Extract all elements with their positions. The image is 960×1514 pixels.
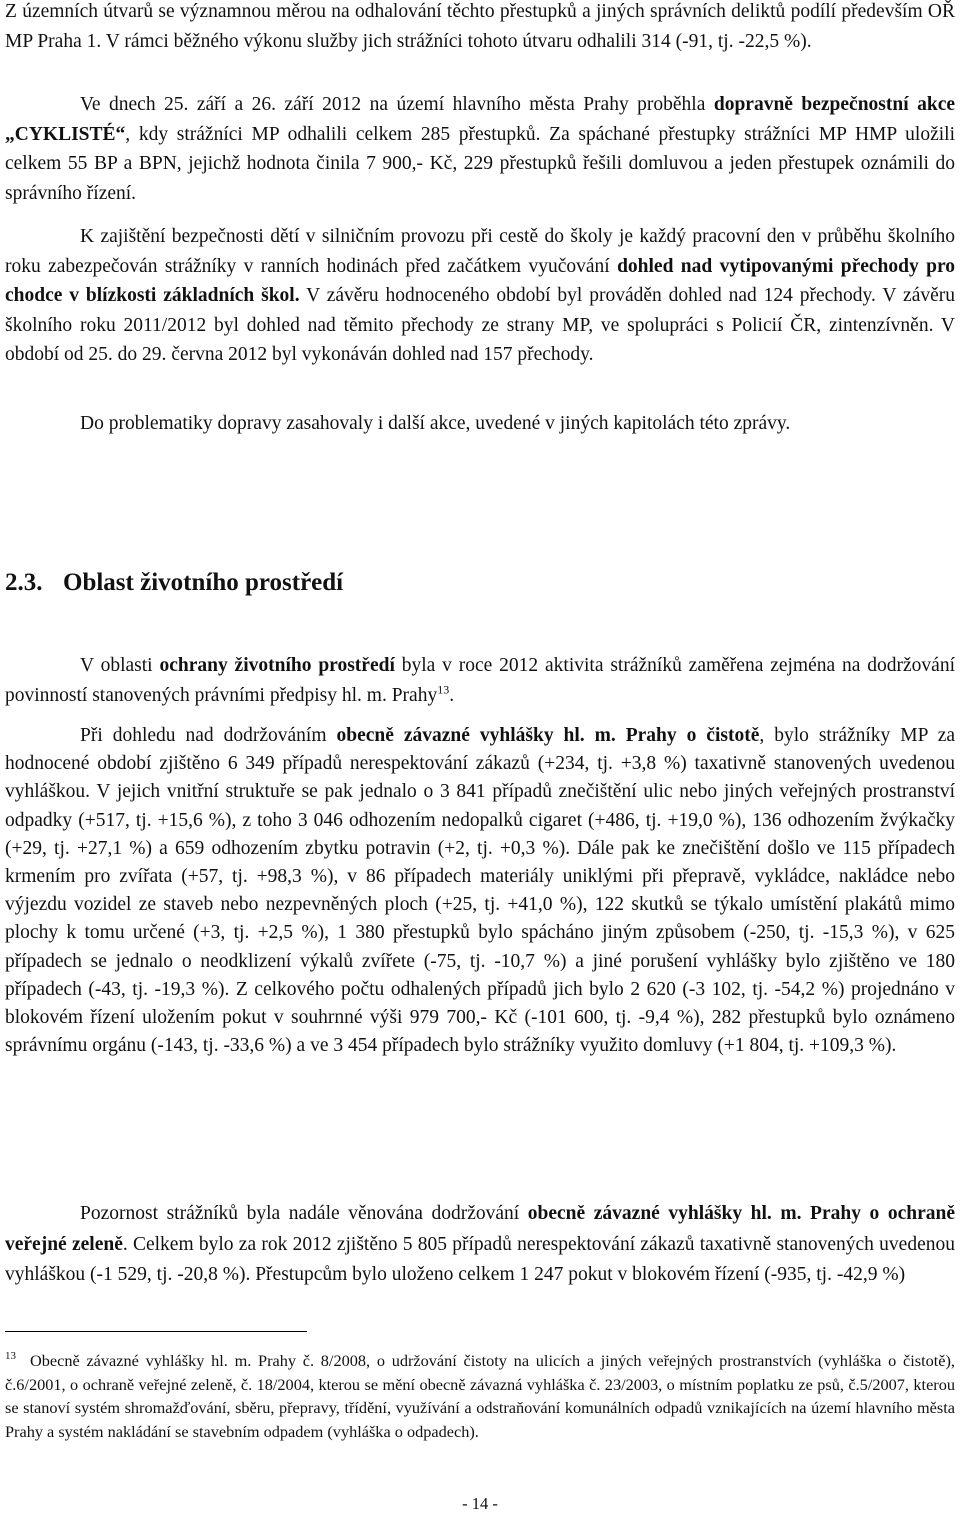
paragraph-cleanliness-ordinance [5,722,955,1060]
text-run: , kdy strážníci MP odhalili celkem 285 přestupků. Za spáchané přestupky strážníci MP HMP uložili celkem 55 BP a BPN, jejichž hodnota činila 7 900,- Kč, 229 přestupků řešili domluvou a jeden přestupek oznámili do správního řízení. [5,123,955,204]
footnote-reference: 13 [437,682,450,697]
text-run: Pozornost strážníků byla nadále věnována dodržování [80,1203,528,1224]
bold-text: dohled nad vytipovanými přechody pro chodce v blízkosti základních škol. [5,255,955,307]
paragraph-environment-intro [5,651,955,710]
paragraph-school-crossings [5,222,955,370]
text-run: . Celkem bylo za rok 2012 zjištěno 5 805 případů nerespektování zákazů taxativně stanovených uvedenou vyhláškou (-1 529, tj. -20,8 %). Přestupcům bylo uloženo celkem 1 247 pokut v blokovém řízení (-935, tj. -42,9 %) [5,1233,955,1285]
paragraph-cyclists-action [5,90,955,208]
text-run: V závěru hodnoceného období byl prováděn dohled nad 124 přechody. V závěru školního roku 2011/2012 byl dohled nad těmito přechody ze strany MP, ve spolupráci s Policií ČR, zintenzívněn. V období od 25. do 29. června 2012 byl vykonáván dohled nad 157 přechody. [5,285,955,366]
text-run: Při dohledu nad dodržováním [80,725,337,746]
paragraph-other-actions: Do problematiky dopravy zasahovaly i další akce, uvedené v jiných kapitolách této zprávy. [80,413,791,434]
bold-text: dopravně bezpečnostní akce „CYKLISTÉ“ [5,94,956,145]
footnote-separator [5,1331,307,1332]
section-number: 2.3. [5,569,43,596]
text-run: . [449,684,455,706]
bold-text: obecně závazné vyhlášky hl. m. Prahy o ochraně veřejné zeleně [5,1203,955,1255]
bold-text: obecně závazné vyhlášky hl. m. Prahy o čistotě [336,725,760,746]
text-run: byla v roce 2012 aktivita strážníků zaměřena zejména na dodržování povinností stanovených právními předpisy hl. m. Prahy [5,655,955,706]
bold-text: ochrany životního prostředí [159,655,395,676]
text-run: , bylo strážníky MP za hodnocené období zjištěno 6 349 případů nerespektování zákazů (+234, tj. +3,8 %) taxativně stanovených uvedenou vyhláškou. V jejich vnitřní struktuře se pak jednalo o 3 841 případů znečištění ulic nebo jiných veřejných prostranství odpadky (+517, tj. +15,6 %), z toho 3 046 odhozením nedopalků cigaret (+486, tj. +19,0 %), 136 odhozením žvýkačky (+29, tj. +27,1 %) a 659 odhozením zbytku potravin (+2, tj. +0,3 %). Dále pak ke znečištění došlo ve 115 případech krmením pro zvířata (+57, tj. +98,3 %), v 86 případech materiály uniklými při přepravě, vykládce, nakládce nebo výjezdu vozidel ze staveb nebo nezpevněných ploch (+25, tj. +41,0 %), 122 skutků se týkalo umístění plakátů mimo plochy k tomu určené (+3, tj. +2,5 %), 1 380 přestupků bylo spácháno jiným způsobem (-250, tj. -15,3 %), v 625 případech se jednalo o neodklizení výkalů zvířete (-75, tj. -10,7 %) a jiné porušení vyhlášky bylo zjištěno ve 180 případech (-43, tj. -19,3 %). Z celkového počtu odhalených případů jich bylo 2 620 (-3 102, tj. -54,2 %) projednáno v blokovém řízení uložením pokut v souhrnné výši 979 700,- Kč (-101 600, tj. -9,4 %), 282 přestupků bylo oznámeno správnímu orgánu (-143, tj. -33,6 %) a ve 3 454 případech bylo strážníky využito domluvy (+1 804, tj. +109,3 %). [5,725,955,1057]
section-title: Oblast životního prostředí [63,569,344,596]
text-run: Ve dnech 25. září a 26. září 2012 na území hlavního města Prahy proběhla [80,94,714,115]
page-number: - 14 - [462,1494,498,1513]
footnote-number: 13 [5,1350,16,1362]
section-heading [5,565,343,601]
footnote-text: Obecně závazné vyhlášky hl. m. Prahy č. 8/2008, o udržování čistoty na ulicích a jiných veřejných prostranstvích (vyhláška o čistotě), č.6/2001, o ochraně veřejné zeleně, č. 18/2004, kterou se mění obecně závazná vyhláška č. 23/2003, o místním poplatku ze psů, č.5/2007, kterou se stanoví systém shromažďování, sběru, přepravy, třídění, využívání a odstraňování komunálních odpadů vznikajících na území hlavního města Prahy a systém nakládání se stavebním odpadem (vyhláška o odpadech). [5,1351,955,1441]
text-run: K zajištění bezpečnosti dětí v silničním provozu při cestě do školy je každý pracovní den v průběhu školního roku zabezpečován strážníky v ranních hodinách před začátkem vyučování [5,226,955,277]
footnote [5,1345,955,1443]
paragraph-district-offences: Z územních útvarů se významnou měrou na odhalování těchto přestupků a jiných správních deliktů podílí především OŘ MP Praha 1. V rámci běžného výkonu služby jich strážníci tohoto útvaru odhalili 314 (-91, tj. -22,5 %). [5,1,955,52]
text-run: V oblasti [80,655,160,676]
paragraph-greenery-ordinance [5,1199,955,1291]
